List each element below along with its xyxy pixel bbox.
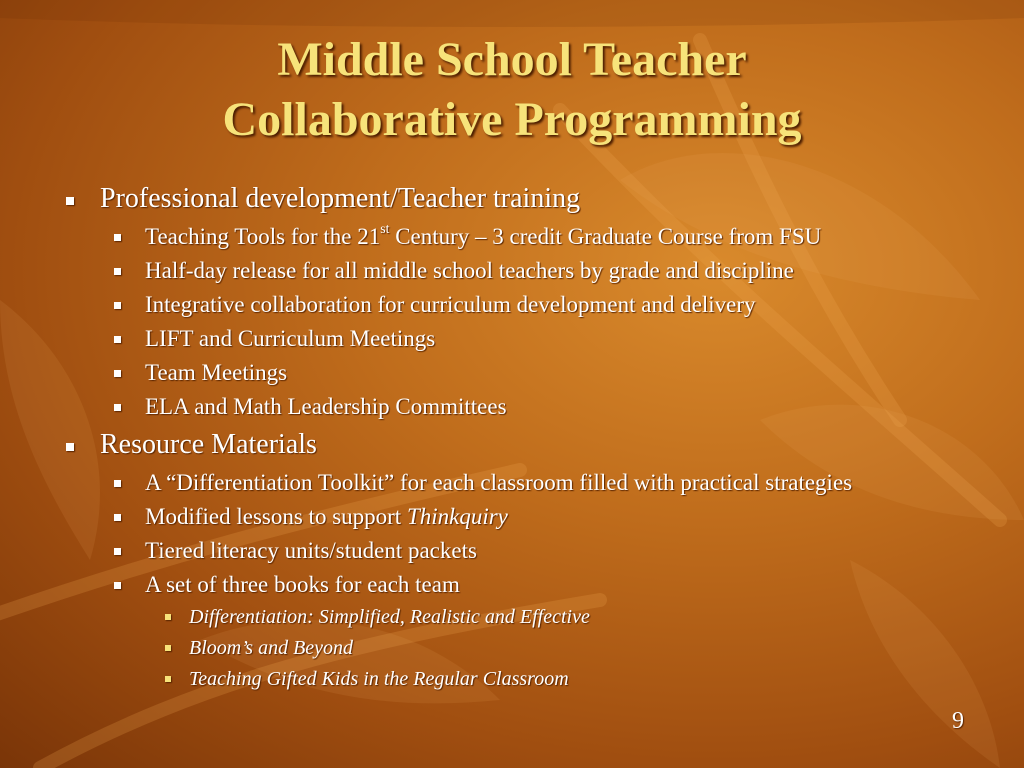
square-bullet-icon [114,336,121,343]
item-text: Integrative collaboration for curriculum development and delivery [145,292,756,317]
item-text: Teaching Tools for the 21st Century – 3 credit Graduate Course from FSU [145,221,822,249]
square-bullet-icon [66,197,74,205]
section-heading: Resource Materials [100,429,317,460]
list-item [62,291,962,318]
square-bullet-icon [114,548,121,555]
list-item [62,469,962,496]
book-item [62,605,962,629]
list-item [62,537,962,564]
book-item [62,636,962,660]
list-item [62,571,962,598]
book-item [62,667,962,691]
list-item [62,325,962,352]
page-number: 9 [952,708,964,734]
item-text: ELA and Math Leadership Committees [145,394,507,419]
bullet-list [62,180,962,691]
square-bullet-icon [114,370,121,377]
square-bullet-icon [114,514,121,521]
title-line-1: Middle School Teacher [277,33,747,86]
list-item [62,503,962,530]
square-bullet-icon [66,443,74,451]
square-bullet-icon [114,302,121,309]
square-bullet-icon [114,582,121,589]
list-item [62,359,962,386]
item-text: Tiered literacy units/student packets [145,538,477,563]
item-text: A set of three books for each team [145,572,460,597]
section-resource-materials [62,428,962,462]
square-bullet-icon [165,614,171,620]
item-text: LIFT and Curriculum Meetings [145,326,436,351]
square-bullet-icon [114,268,121,275]
book-title: Differentiation: Simplified, Realistic and Effective [189,606,590,628]
square-bullet-icon [114,404,121,411]
item-text: A “Differentiation Toolkit” for each classroom filled with practical strategies [145,470,853,495]
square-bullet-icon [114,480,121,487]
book-title: Bloom’s and Beyond [189,637,354,659]
section-heading: Professional development/Teacher training [100,183,581,214]
item-text: Modified lessons to support Thinkquiry [145,504,508,529]
title-line-2: Collaborative Programming [222,93,802,146]
book-title: Teaching Gifted Kids in the Regular Classroom [189,668,569,690]
slide-title [0,30,1024,150]
item-text: Half-day release for all middle school teachers by grade and discipline [145,258,794,283]
square-bullet-icon [114,234,121,241]
list-item [62,257,962,284]
list-item [62,223,962,250]
square-bullet-icon [165,676,171,682]
list-item [62,393,962,420]
item-text: Team Meetings [145,360,288,385]
square-bullet-icon [165,645,171,651]
section-professional-development [62,182,962,216]
